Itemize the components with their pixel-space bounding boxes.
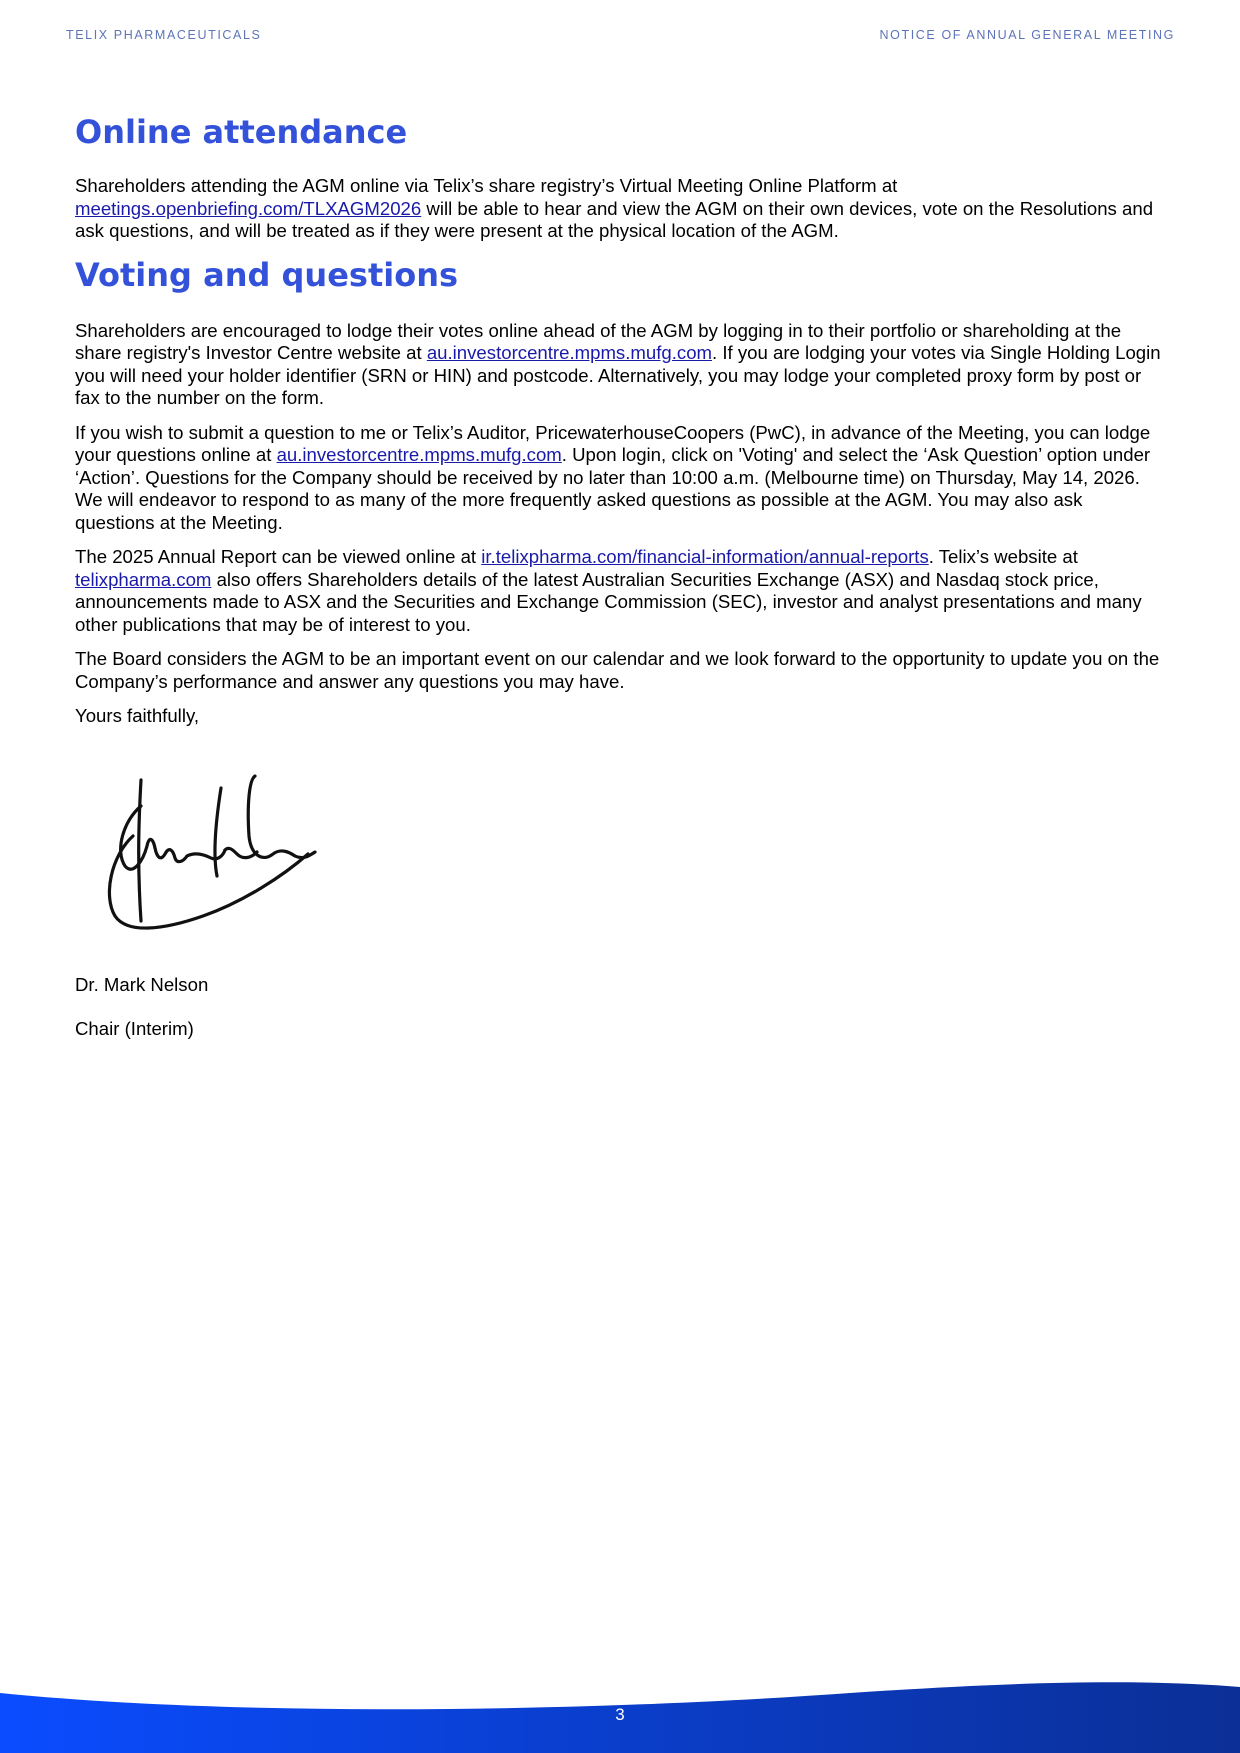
signatory-title: Chair (Interim) [75,1018,194,1039]
text-segment: . Upon login, click on 'Voting' and select the ‘Ask Question’ option under ‘Action’. Questions for the Company should be received by no later than 10:00 a.m. (Melbourne time) on Thursday, May 14, 2026. We will endeavor to respond to as many of the more frequently asked questions as possible at the AGM. You may also ask questions at the Meeting. [75,444,1151,533]
text-segment: also offers Shareholders details of the latest Australian Securities Exchange (ASX) and Nasdaq stock price, announcements made to ASX and the Securities and Exchange Commission (SEC), investor and analyst presentations and many other publications that may be of interest to you. [75,568,1142,635]
link-openbriefing[interactable]: meetings.openbriefing.com/TLXAGM2026 [75,197,422,219]
link-investor-centre-questions[interactable]: au.investorcentre.mpms.mufg.com [276,444,562,465]
header-company-name: TELIX PHARMACEUTICALS [66,28,262,42]
heading-voting-and-questions: Voting and questions [75,255,459,294]
link-telixpharma[interactable]: telixpharma.com [75,568,212,590]
signature-image [103,766,343,946]
paragraph-online-attendance [75,175,1167,243]
paragraph-voting-online [75,320,1167,410]
text-segment: . If you are lodging your votes via Single Holding Login you will need your holder identifier (SRN or HIN) and postcode. Alternatively, you may lodge your completed proxy form by post or fax to the number on the form. [75,342,1161,408]
header-document-title: NOTICE OF ANNUAL GENERAL MEETING [879,28,1175,42]
signatory-name: Dr. Mark Nelson [75,973,209,995]
letter-body [75,100,1167,1053]
text-segment: will be able to hear and view the AGM on their own devices, vote on the Resolutions and ask questions, and will be treated as if they were present at the physical location of the AGM. [75,197,1154,241]
paragraph-submit-questions [75,422,1167,535]
text-segment: The 2025 Annual Report can be viewed online at [75,546,482,567]
text-segment: . Telix’s website at [928,546,1078,567]
closing-salutation: Yours faithfully, [75,705,200,726]
heading-online-attendance: Online attendance [75,113,408,151]
paragraph-board-considers: The Board considers the AGM to be an important event on our calendar and we look forward to the opportunity to update you on the Company’s performance and answer any questions you may have. [75,648,1160,692]
paragraph-annual-report [75,546,1167,636]
text-segment: If you wish to submit a question to me or Telix’s Auditor, PricewaterhouseCoopers (PwC), in advance of the Meeting, you can lodge your questions online at [75,421,1151,465]
page-number: 3 [615,1705,625,1724]
link-investor-centre[interactable]: au.investorcentre.mpms.mufg.com [426,342,713,363]
text-segment: Shareholders attending the AGM online via Telix’s share registry’s Virtual Meeting Online Platform at [75,175,898,196]
link-annual-reports[interactable]: ir.telixpharma.com/financial-information/annual-reports [481,546,929,567]
text-segment: Shareholders are encouraged to lodge their votes online ahead of the AGM by logging in to their portfolio or shareholding at the share registry's Investor Centre website at [75,319,1122,363]
